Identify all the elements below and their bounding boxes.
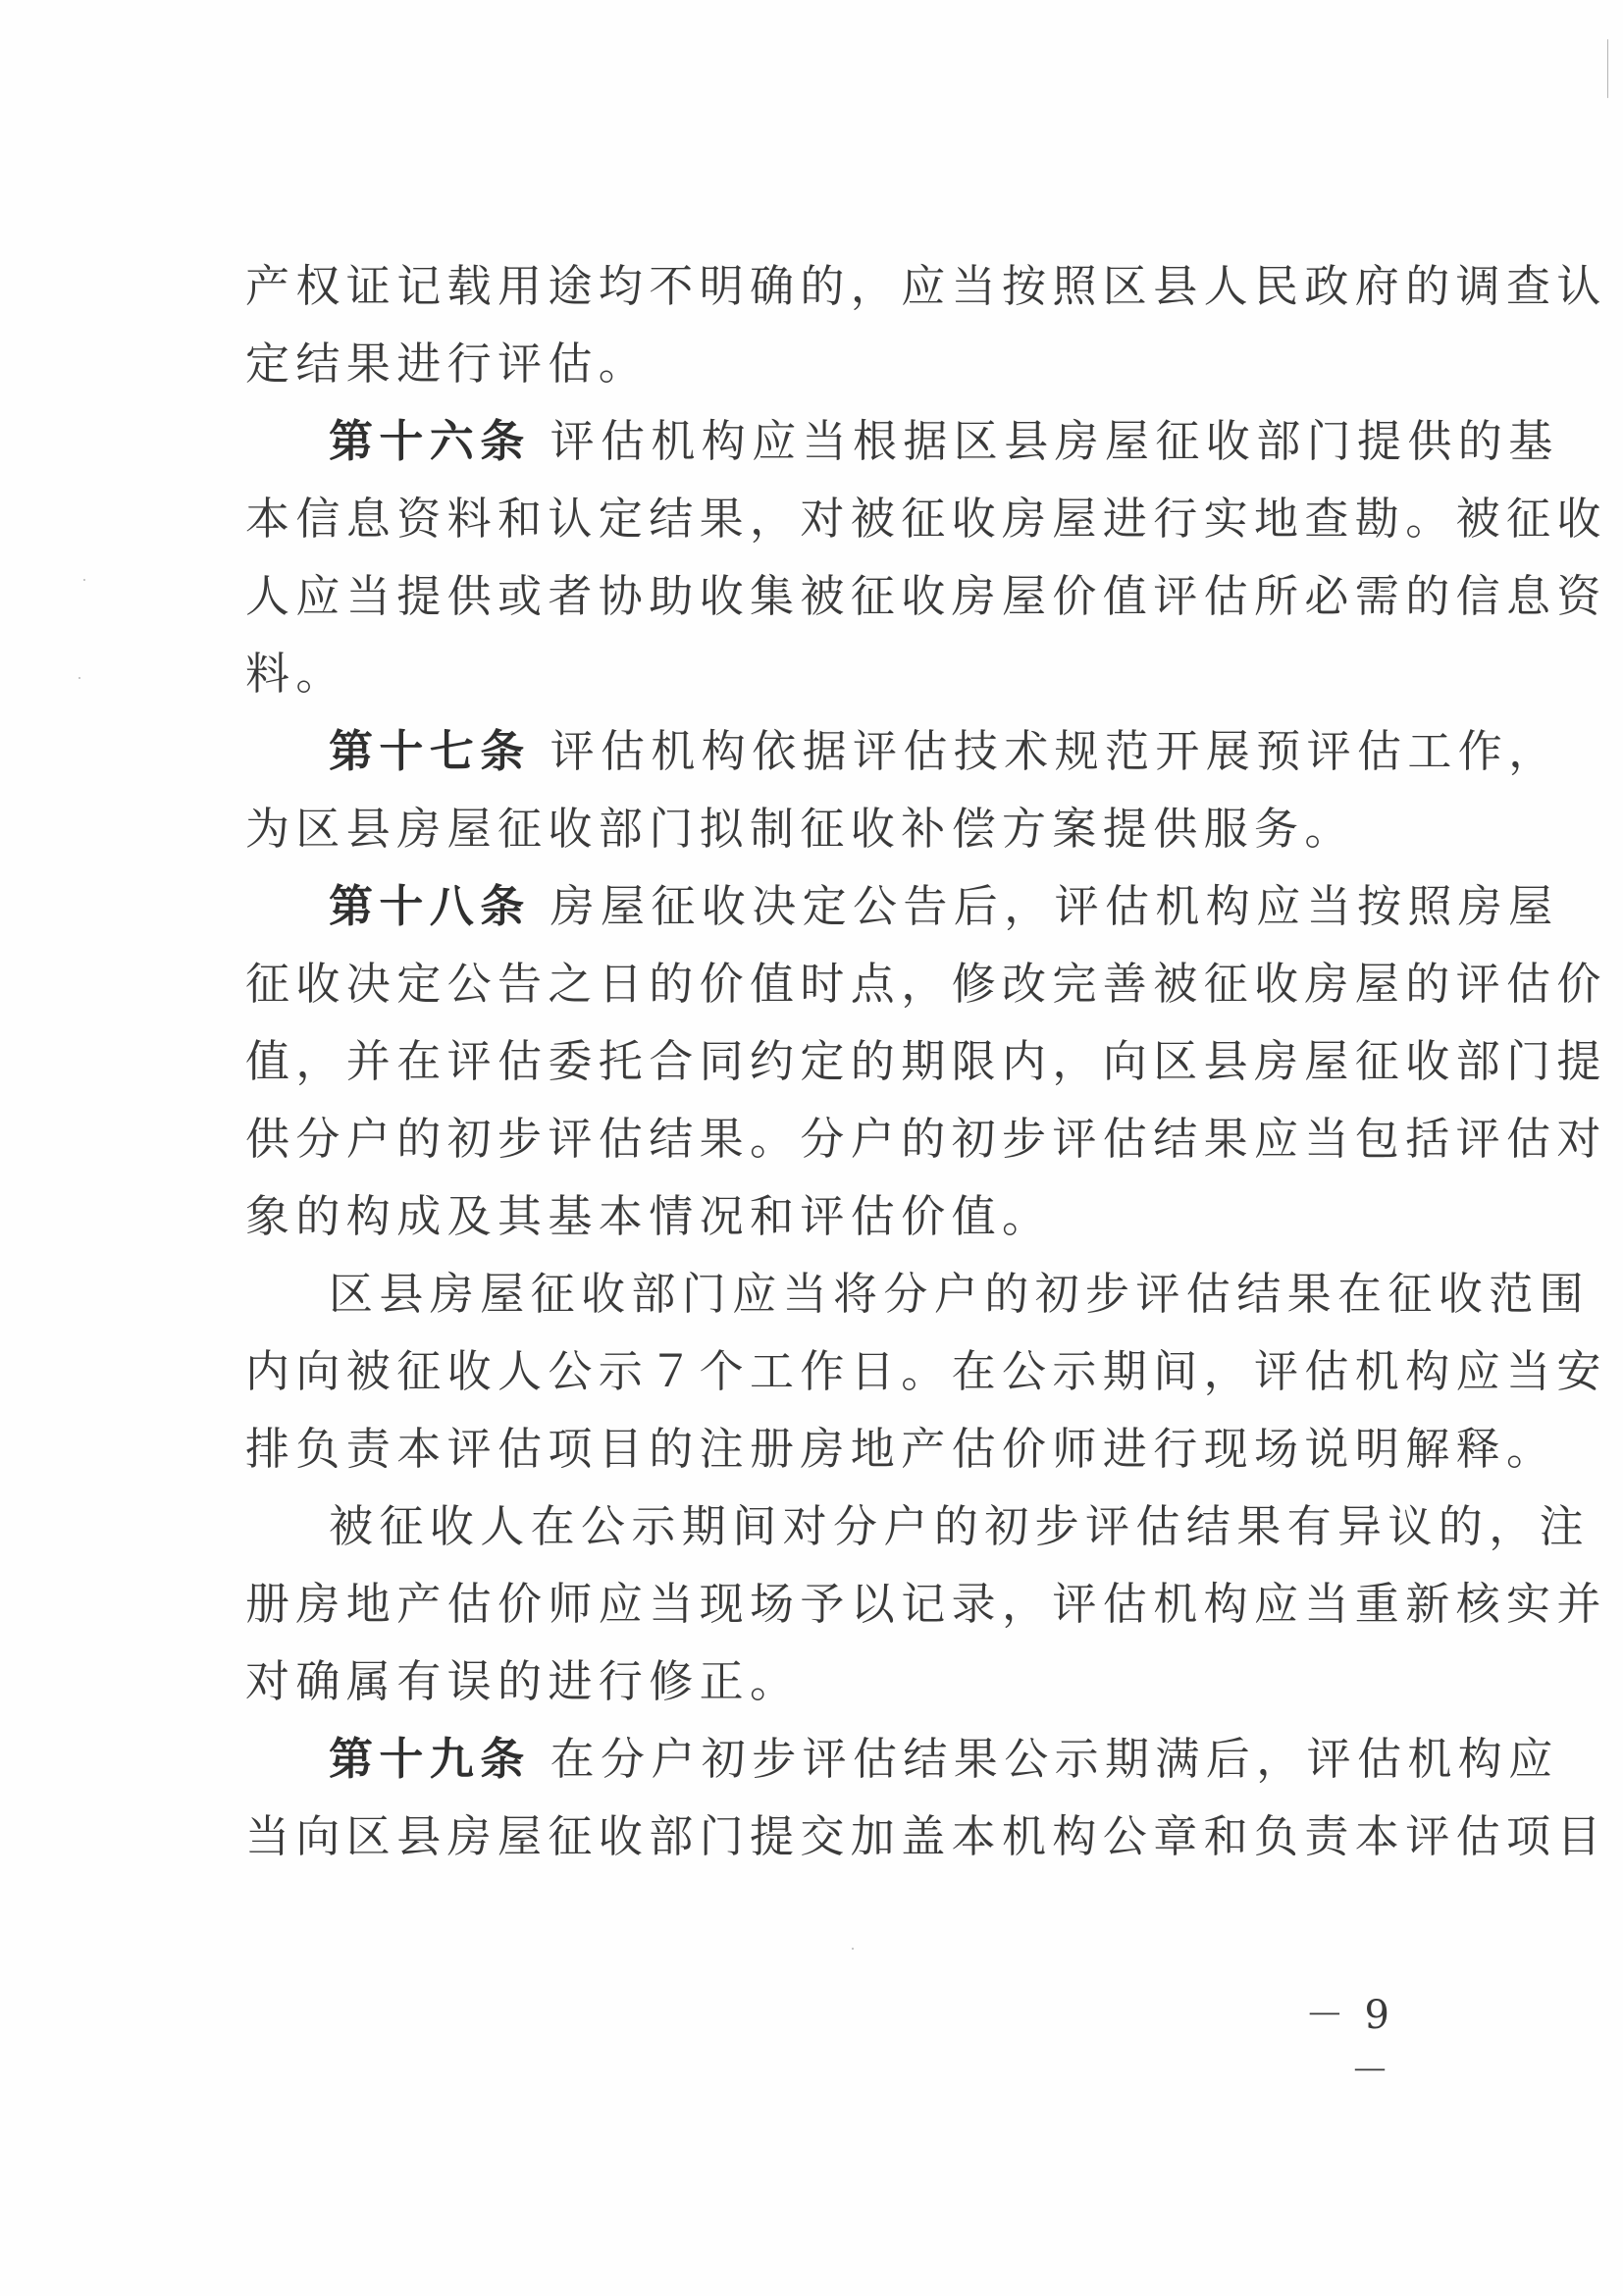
article-title: 第十八条	[329, 880, 531, 932]
article-text: 在分户初步评估结果公示期满后，评估机构应	[550, 1733, 1559, 1785]
text-line: 料。	[245, 648, 346, 700]
article-text: 评估机构依据评估技术规范开展预评估工作，	[550, 725, 1559, 777]
article-title: 第十九条	[329, 1733, 531, 1785]
text-line: 象的构成及其基本情况和评估价值。	[245, 1190, 1053, 1242]
article-title: 第十七条	[329, 725, 531, 777]
text-line: 供分户的初步评估结果。分户的初步评估结果应当包括评估对	[245, 1113, 1607, 1165]
paragraph-first-line: 被征收人在公示期间对分户的初步评估结果有异议的，注	[329, 1500, 1591, 1552]
document-body	[245, 257, 1607, 1885]
article-title: 第十六条	[329, 415, 531, 467]
text-line: 定结果进行评估。	[245, 338, 650, 390]
text-line: 排负责本评估项目的注册房地产估价师进行现场说明解释。	[245, 1423, 1557, 1475]
article-19-first-line	[245, 1730, 1559, 1807]
scan-speck	[852, 1948, 854, 1950]
text-line: 征收决定公告之日的价值时点，修改完善被征收房屋的评估价	[245, 958, 1607, 1010]
text-line: 值，并在评估委托合同约定的期限内，向区县房屋征收部门提	[245, 1035, 1607, 1087]
article-text: 评估机构应当根据区县房屋征收部门提供的基	[550, 415, 1559, 467]
text-line: 内向被征收人公示７个工作日。在公示期间，评估机构应当安	[245, 1345, 1607, 1397]
article-text: 房屋征收决定公告后，评估机构应当按照房屋	[550, 880, 1559, 932]
text-line: 人应当提供或者协助收集被征收房屋价值评估所必需的信息资	[245, 570, 1607, 622]
text-line: 对确属有误的进行修正。	[245, 1655, 801, 1707]
text-line: 产权证记载用途均不明确的，应当按照区县人民政府的调查认	[245, 260, 1607, 312]
text-line: 本信息资料和认定结果，对被征收房屋进行实地查勘。被征收	[245, 493, 1607, 545]
scan-speck	[79, 677, 80, 679]
text-line: 当向区县房屋征收部门提交加盖本机构公章和负责本评估项目	[245, 1810, 1607, 1862]
text-line: 为区县房屋征收部门拟制征收补偿方案提供服务。	[245, 803, 1355, 855]
page-number: － 9 －	[1304, 1993, 1393, 2094]
article-16-first-line	[245, 412, 1559, 490]
text-line: 册房地产估价师应当现场予以记录，评估机构应当重新核实并	[245, 1578, 1607, 1630]
scan-speck	[83, 579, 85, 581]
article-17-first-line	[245, 722, 1559, 800]
paragraph-first-line: 区县房屋征收部门应当将分户的初步评估结果在征收范围	[329, 1268, 1591, 1320]
article-18-first-line	[245, 877, 1559, 955]
scan-speck	[1607, 39, 1608, 98]
